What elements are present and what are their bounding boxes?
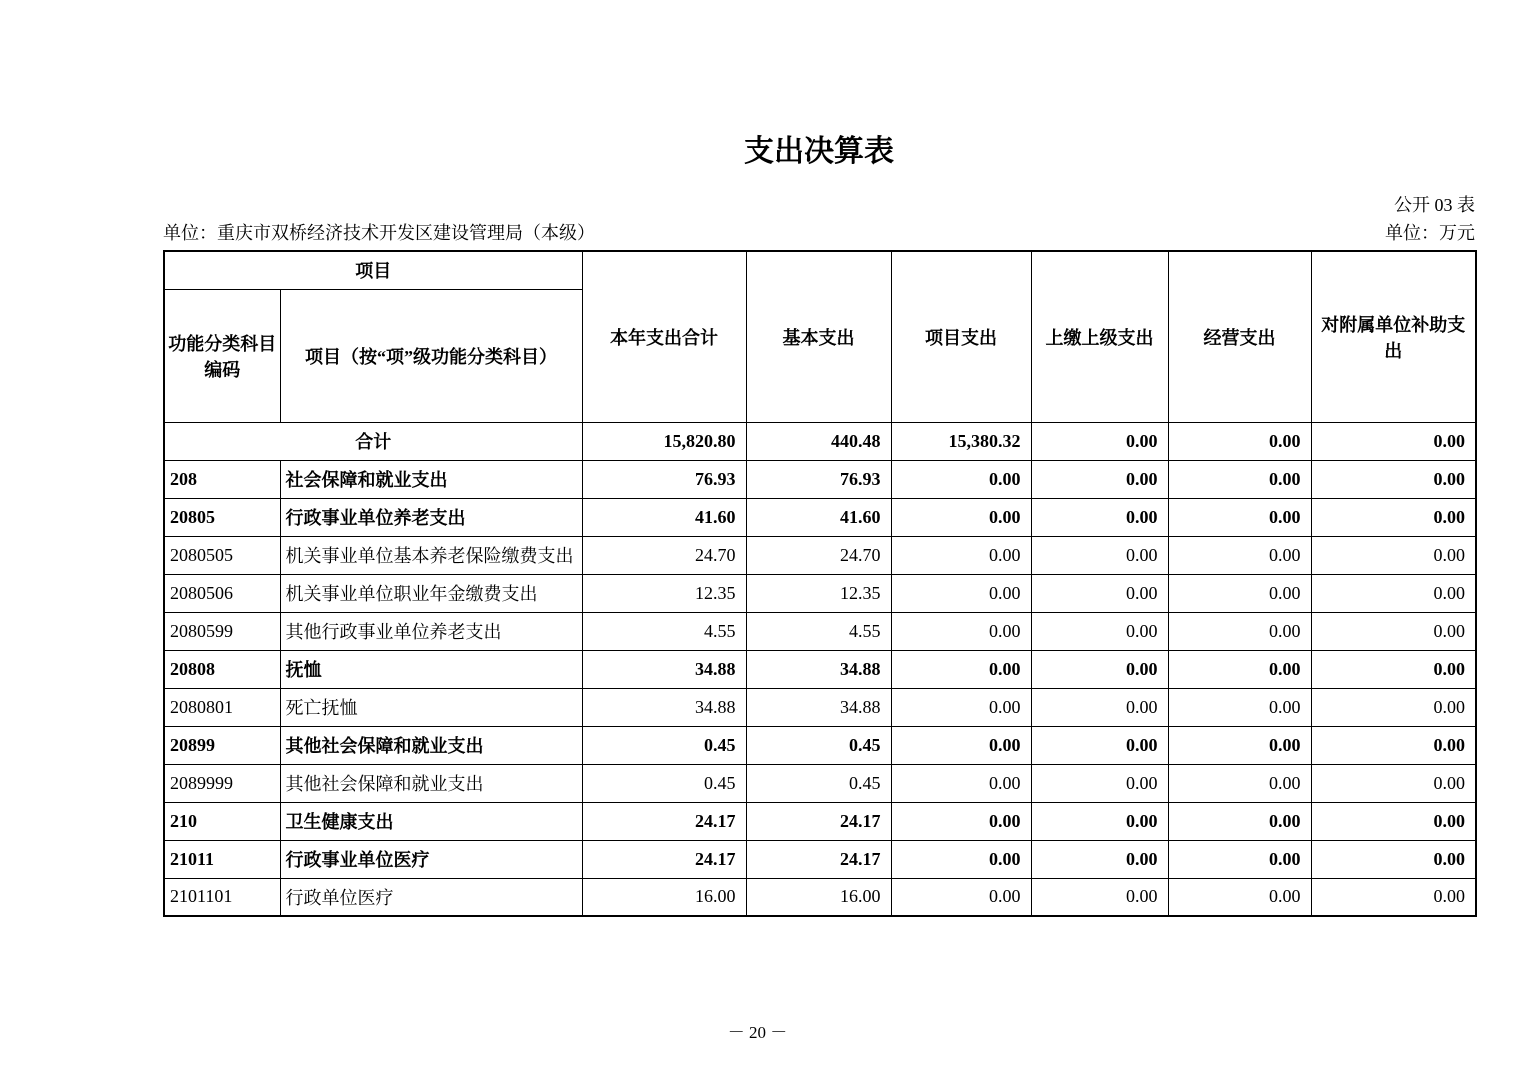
cell-project: 0.00 bbox=[891, 460, 1031, 498]
cell-project: 0.00 bbox=[891, 764, 1031, 802]
cell-item: 合计 bbox=[164, 422, 582, 460]
table-row bbox=[164, 498, 1476, 536]
cell-total: 24.70 bbox=[582, 536, 746, 574]
cell-item: 行政事业单位医疗 bbox=[280, 840, 582, 878]
cell-operating: 0.00 bbox=[1168, 422, 1311, 460]
cell-subsidy: 0.00 bbox=[1311, 612, 1476, 650]
expenditure-table bbox=[163, 250, 1477, 917]
cell-basic: 34.88 bbox=[746, 650, 891, 688]
cell-basic: 24.17 bbox=[746, 802, 891, 840]
table-row bbox=[164, 878, 1476, 916]
cell-subsidy: 0.00 bbox=[1311, 840, 1476, 878]
document-page bbox=[163, 0, 1475, 917]
cell-project: 0.00 bbox=[891, 574, 1031, 612]
cell-operating: 0.00 bbox=[1168, 536, 1311, 574]
cell-code: 2101101 bbox=[164, 878, 280, 916]
cell-code: 2080506 bbox=[164, 574, 280, 612]
cell-operating: 0.00 bbox=[1168, 650, 1311, 688]
table-row bbox=[164, 536, 1476, 574]
cell-upper: 0.00 bbox=[1031, 764, 1168, 802]
cell-operating: 0.00 bbox=[1168, 878, 1311, 916]
cell-basic: 0.45 bbox=[746, 764, 891, 802]
header-basic: 基本支出 bbox=[746, 251, 891, 422]
cell-code: 21011 bbox=[164, 840, 280, 878]
header-subsidy: 对附属单位补助支出 bbox=[1311, 251, 1476, 422]
cell-upper: 0.00 bbox=[1031, 498, 1168, 536]
cell-total: 24.17 bbox=[582, 840, 746, 878]
cell-subsidy: 0.00 bbox=[1311, 688, 1476, 726]
table-row bbox=[164, 688, 1476, 726]
cell-item: 机关事业单位职业年金缴费支出 bbox=[280, 574, 582, 612]
cell-basic: 16.00 bbox=[746, 878, 891, 916]
cell-basic: 24.17 bbox=[746, 840, 891, 878]
cell-code: 2080801 bbox=[164, 688, 280, 726]
header-item-group: 项目 bbox=[164, 251, 582, 289]
cell-upper: 0.00 bbox=[1031, 688, 1168, 726]
cell-total: 34.88 bbox=[582, 650, 746, 688]
cell-project: 15,380.32 bbox=[891, 422, 1031, 460]
cell-total: 76.93 bbox=[582, 460, 746, 498]
cell-basic: 4.55 bbox=[746, 612, 891, 650]
form-code-label: 公开 03 表 bbox=[1394, 195, 1475, 215]
cell-subsidy: 0.00 bbox=[1311, 498, 1476, 536]
cell-total: 15,820.80 bbox=[582, 422, 746, 460]
header-project: 项目支出 bbox=[891, 251, 1031, 422]
header-upper: 上缴上级支出 bbox=[1031, 251, 1168, 422]
cell-item: 死亡抚恤 bbox=[280, 688, 582, 726]
cell-total: 16.00 bbox=[582, 878, 746, 916]
cell-project: 0.00 bbox=[891, 688, 1031, 726]
table-row bbox=[164, 460, 1476, 498]
cell-item: 机关事业单位基本养老保险缴费支出 bbox=[280, 536, 582, 574]
unit-row bbox=[163, 223, 1475, 245]
table-row bbox=[164, 612, 1476, 650]
page-title: 支出决算表 bbox=[744, 135, 894, 168]
cell-total: 34.88 bbox=[582, 688, 746, 726]
cell-code: 210 bbox=[164, 802, 280, 840]
cell-upper: 0.00 bbox=[1031, 574, 1168, 612]
cell-item: 卫生健康支出 bbox=[280, 802, 582, 840]
cell-upper: 0.00 bbox=[1031, 650, 1168, 688]
cell-basic: 24.70 bbox=[746, 536, 891, 574]
table-row-total bbox=[164, 422, 1476, 460]
cell-operating: 0.00 bbox=[1168, 612, 1311, 650]
cell-operating: 0.00 bbox=[1168, 802, 1311, 840]
cell-total: 41.60 bbox=[582, 498, 746, 536]
cell-operating: 0.00 bbox=[1168, 460, 1311, 498]
cell-total: 0.45 bbox=[582, 764, 746, 802]
header-total: 本年支出合计 bbox=[582, 251, 746, 422]
cell-project: 0.00 bbox=[891, 498, 1031, 536]
cell-operating: 0.00 bbox=[1168, 574, 1311, 612]
cell-project: 0.00 bbox=[891, 802, 1031, 840]
table-row bbox=[164, 726, 1476, 764]
cell-project: 0.00 bbox=[891, 536, 1031, 574]
cell-subsidy: 0.00 bbox=[1311, 536, 1476, 574]
cell-item: 行政事业单位养老支出 bbox=[280, 498, 582, 536]
cell-subsidy: 0.00 bbox=[1311, 574, 1476, 612]
cell-subsidy: 0.00 bbox=[1311, 878, 1476, 916]
cell-total: 12.35 bbox=[582, 574, 746, 612]
cell-code: 2080599 bbox=[164, 612, 280, 650]
cell-project: 0.00 bbox=[891, 650, 1031, 688]
cell-upper: 0.00 bbox=[1031, 840, 1168, 878]
cell-operating: 0.00 bbox=[1168, 764, 1311, 802]
cell-project: 0.00 bbox=[891, 612, 1031, 650]
cell-upper: 0.00 bbox=[1031, 726, 1168, 764]
cell-operating: 0.00 bbox=[1168, 688, 1311, 726]
cell-operating: 0.00 bbox=[1168, 498, 1311, 536]
currency-unit-label: 单位：万元 bbox=[1385, 222, 1475, 243]
org-unit-label: 单位：重庆市双桥经济技术开发区建设管理局（本级） bbox=[163, 222, 595, 243]
cell-item: 其他社会保障和就业支出 bbox=[280, 764, 582, 802]
cell-subsidy: 0.00 bbox=[1311, 764, 1476, 802]
cell-basic: 76.93 bbox=[746, 460, 891, 498]
table-row bbox=[164, 802, 1476, 840]
cell-code: 20899 bbox=[164, 726, 280, 764]
cell-upper: 0.00 bbox=[1031, 878, 1168, 916]
cell-total: 0.45 bbox=[582, 726, 746, 764]
cell-subsidy: 0.00 bbox=[1311, 650, 1476, 688]
page-number: － 20 － bbox=[727, 1023, 788, 1042]
cell-subsidy: 0.00 bbox=[1311, 460, 1476, 498]
cell-project: 0.00 bbox=[891, 726, 1031, 764]
cell-item: 行政单位医疗 bbox=[280, 878, 582, 916]
header-item: 项目（按“项”级功能分类科目） bbox=[280, 289, 582, 422]
header-row-group bbox=[164, 251, 1476, 289]
cell-upper: 0.00 bbox=[1031, 422, 1168, 460]
cell-subsidy: 0.00 bbox=[1311, 726, 1476, 764]
cell-code: 208 bbox=[164, 460, 280, 498]
cell-project: 0.00 bbox=[891, 878, 1031, 916]
cell-upper: 0.00 bbox=[1031, 536, 1168, 574]
cell-code: 2089999 bbox=[164, 764, 280, 802]
cell-subsidy: 0.00 bbox=[1311, 802, 1476, 840]
table-row bbox=[164, 574, 1476, 612]
table-row bbox=[164, 650, 1476, 688]
cell-code: 20805 bbox=[164, 498, 280, 536]
cell-code: 2080505 bbox=[164, 536, 280, 574]
cell-basic: 34.88 bbox=[746, 688, 891, 726]
cell-project: 0.00 bbox=[891, 840, 1031, 878]
cell-basic: 12.35 bbox=[746, 574, 891, 612]
cell-operating: 0.00 bbox=[1168, 840, 1311, 878]
table-row bbox=[164, 764, 1476, 802]
cell-basic: 440.48 bbox=[746, 422, 891, 460]
cell-total: 24.17 bbox=[582, 802, 746, 840]
cell-upper: 0.00 bbox=[1031, 460, 1168, 498]
table-row bbox=[164, 840, 1476, 878]
cell-subsidy: 0.00 bbox=[1311, 422, 1476, 460]
cell-code: 20808 bbox=[164, 650, 280, 688]
cell-item: 其他社会保障和就业支出 bbox=[280, 726, 582, 764]
cell-upper: 0.00 bbox=[1031, 612, 1168, 650]
cell-item: 抚恤 bbox=[280, 650, 582, 688]
cell-item: 其他行政事业单位养老支出 bbox=[280, 612, 582, 650]
cell-item: 社会保障和就业支出 bbox=[280, 460, 582, 498]
cell-operating: 0.00 bbox=[1168, 726, 1311, 764]
header-operating: 经营支出 bbox=[1168, 251, 1311, 422]
cell-basic: 41.60 bbox=[746, 498, 891, 536]
cell-total: 4.55 bbox=[582, 612, 746, 650]
cell-basic: 0.45 bbox=[746, 726, 891, 764]
header-code: 功能分类科目编码 bbox=[164, 289, 280, 422]
cell-upper: 0.00 bbox=[1031, 802, 1168, 840]
